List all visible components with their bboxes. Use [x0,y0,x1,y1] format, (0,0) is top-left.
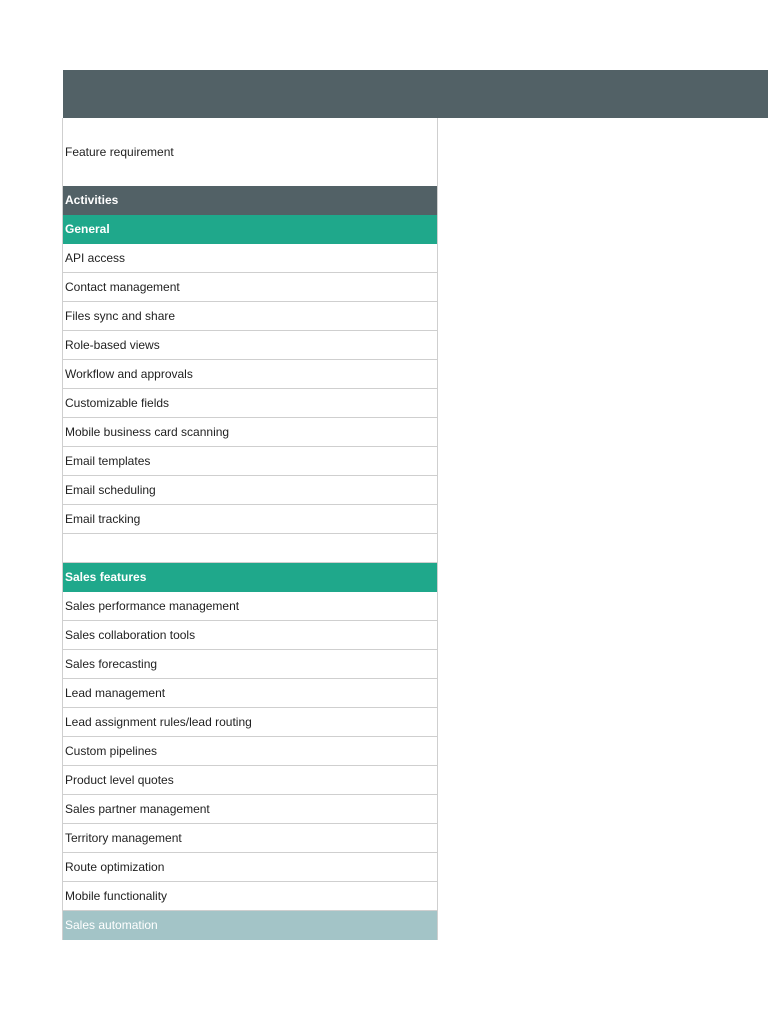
table-row: API access [63,244,437,273]
table-row: Workflow and approvals [63,360,437,389]
table-row: Mobile business card scanning [63,418,437,447]
table-row: Product level quotes [63,766,437,795]
table-row: Sales forecasting [63,650,437,679]
activities-header: Activities [63,186,437,215]
sales-automation-section-header: Sales automation [63,911,437,940]
feature-table [62,118,438,940]
table-row: Custom pipelines [63,737,437,766]
table-row: Route optimization [63,853,437,882]
table-row: Customizable fields [63,389,437,418]
table-row: Role-based views [63,331,437,360]
table-row: Sales collaboration tools [63,621,437,650]
table-row: Email tracking [63,505,437,534]
feature-requirement-cell: Feature requirement [65,145,174,159]
table-row: Mobile functionality [63,882,437,911]
header-bar [63,70,768,118]
table-row: Lead management [63,679,437,708]
table-row: Files sync and share [63,302,437,331]
table-row: Sales partner management [63,795,437,824]
table-row: Contact management [63,273,437,302]
table-row: Email templates [63,447,437,476]
table-row: Lead assignment rules/lead routing [63,708,437,737]
table-row: Email scheduling [63,476,437,505]
sales-features-section-header: Sales features [63,563,437,592]
table-row: Territory management [63,824,437,853]
blank-row [63,534,437,563]
general-section-header: General [63,215,437,244]
table-row: Sales performance management [63,592,437,621]
